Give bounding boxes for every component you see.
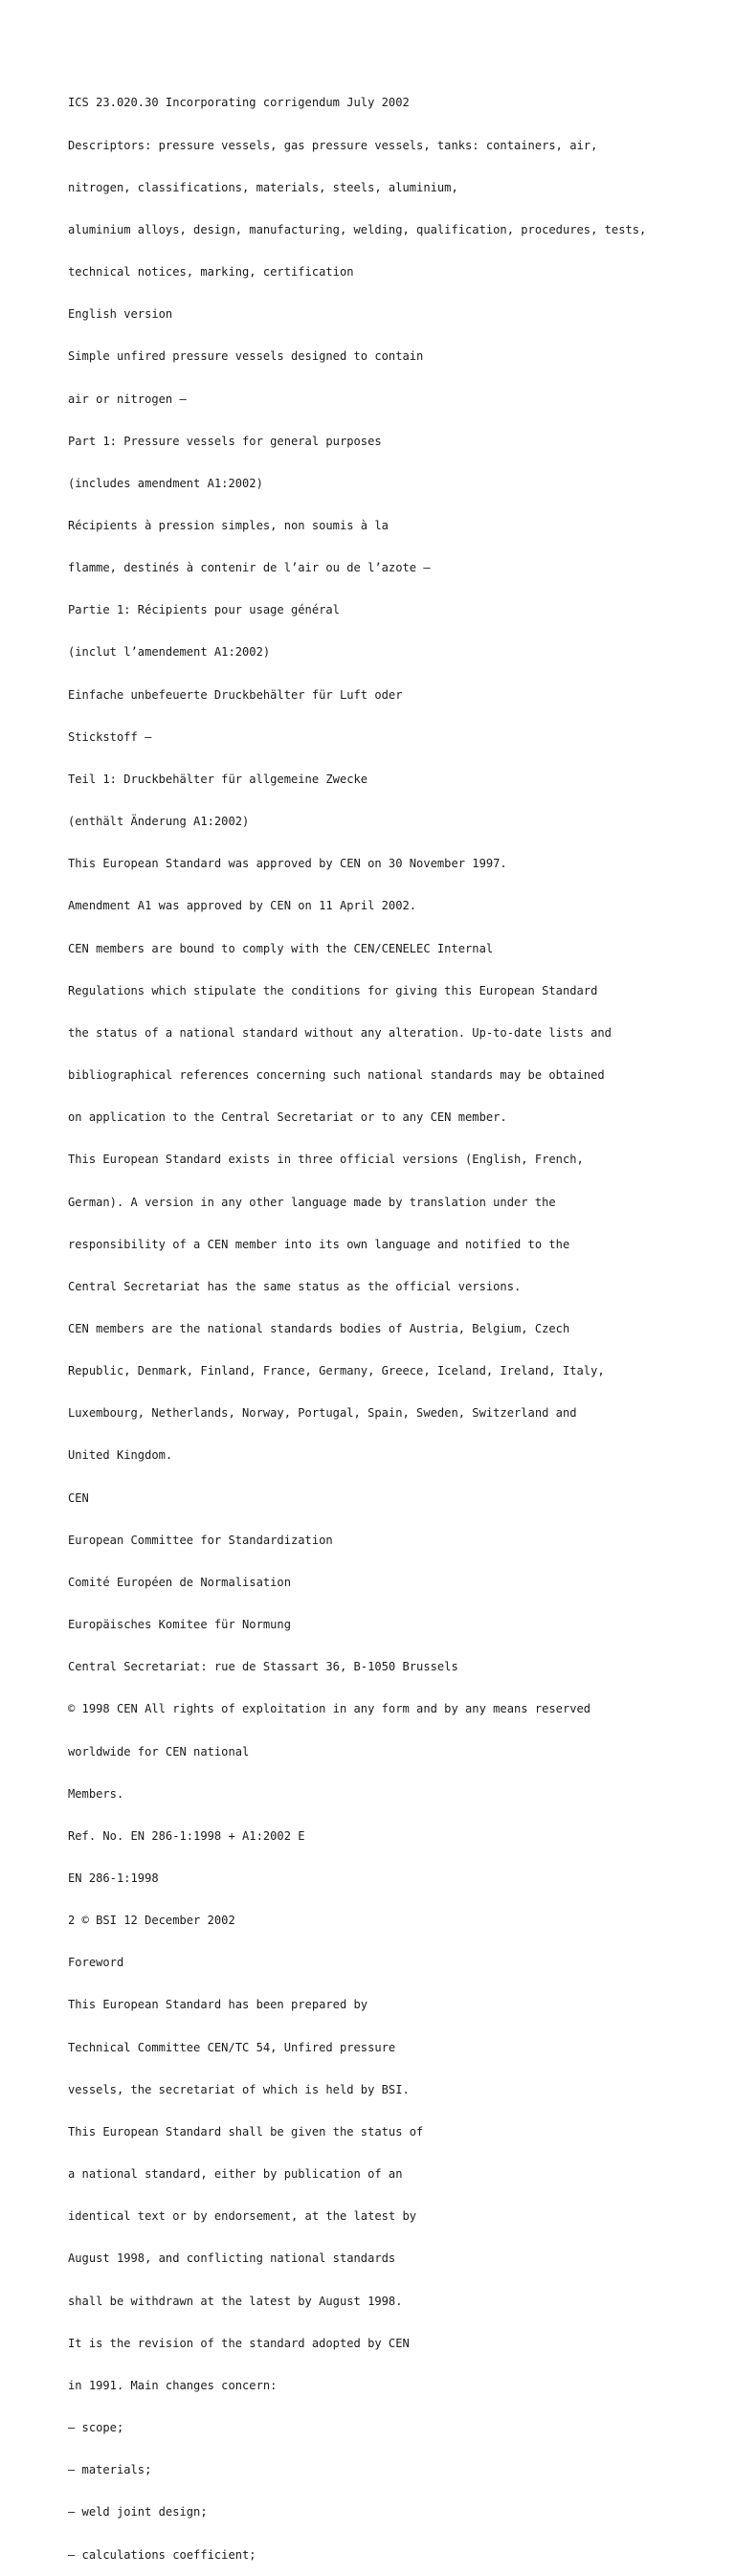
text-line: CEN members are bound to comply with the CEN/CENELEC Internal [68, 941, 494, 955]
text-line: Europäisches Komitee für Normung [68, 1618, 291, 1632]
text-line: Comité Européen de Normalisation [68, 1575, 291, 1589]
text-line: Ref. No. EN 286-1:1998 + A1:2002 E [68, 1828, 305, 1843]
text-line: Central Secretariat: rue de Stassart 36, B-1050 Brussels [68, 1660, 458, 1674]
text-line: air or nitrogen — [68, 392, 187, 406]
text-line: responsibility of a CEN member into its own language and notified to the [68, 1237, 570, 1251]
text-line: in 1991. Main changes concern: [68, 2378, 278, 2392]
text-line: Stickstoff — [68, 729, 152, 744]
text-line: This European Standard has been prepared by [68, 1998, 368, 2012]
text-line: Amendment A1 was approved by CEN on 11 April 2002. [68, 899, 417, 913]
document-page [68, 68, 700, 2576]
text-line: German). A version in any other language made by translation under the [68, 1195, 556, 1209]
text-line: (inclut l’amendement A1:2002) [68, 645, 271, 660]
text-line: — scope; [68, 2421, 124, 2435]
text-line: Teil 1: Druckbehälter für allgemeine Zwecke [68, 772, 368, 786]
text-line: — materials; [68, 2463, 152, 2477]
text-line: This European Standard shall be given the status of [68, 2124, 424, 2139]
text-line: Regulations which stipulate the conditions for giving this European Standard [68, 983, 598, 997]
text-line: — weld joint design; [68, 2505, 208, 2520]
text-line: Einfache unbefeuerte Druckbehälter für Luft oder [68, 687, 403, 702]
text-line: CEN [68, 1490, 89, 1505]
text-line: (enthält Änderung A1:2002) [68, 815, 250, 829]
text-line: Descriptors: pressure vessels, gas pressure vessels, tanks: containers, air, [68, 138, 598, 152]
text-line: 2 © BSI 12 December 2002 [68, 1914, 235, 1928]
text-line: a national standard, either by publication of an [68, 2167, 403, 2182]
text-line: © 1998 CEN All rights of exploitation in any form and by any means reserved [68, 1702, 591, 1716]
text-line: aluminium alloys, design, manufacturing, welding, qualification, procedures, tests, [68, 222, 647, 236]
text-line: shall be withdrawn at the latest by August 1998. [68, 2294, 403, 2308]
text-line: Simple unfired pressure vessels designed to contain [68, 349, 424, 364]
text-line: Part 1: Pressure vessels for general purposes [68, 434, 382, 448]
text-line: (includes amendment A1:2002) [68, 476, 263, 490]
text-line: on application to the Central Secretariat or to any CEN member. [68, 1110, 507, 1125]
text-line: CEN members are the national standards bodies of Austria, Belgium, Czech [68, 1321, 570, 1335]
text-line: Members. [68, 1786, 124, 1801]
text-line: Foreword [68, 1956, 124, 1970]
text-line: bibliographical references concerning such national standards may be obtained [68, 1068, 605, 1083]
text-line: It is the revision of the standard adopted by CEN [68, 2336, 410, 2350]
text-line: August 1998, and conflicting national standards [68, 2251, 396, 2266]
text-line: Central Secretariat has the same status as the official versions. [68, 1279, 522, 1293]
text-line: This European Standard exists in three official versions (English, French, [68, 1153, 584, 1167]
text-line: — calculations coefficient; [68, 2547, 256, 2562]
text-line: vessels, the secretariat of which is held by BSI. [68, 2082, 410, 2096]
text-line: Republic, Denmark, Finland, France, Germany, Greece, Iceland, Ireland, Italy, [68, 1364, 605, 1378]
text-line: Partie 1: Récipients pour usage général [68, 603, 340, 617]
text-line: English version [68, 307, 173, 322]
text-line: flamme, destinés à contenir de l’air ou de l’azote — [68, 561, 431, 575]
text-line: Récipients à pression simples, non soumis à la [68, 519, 389, 532]
text-line: United Kingdom. [68, 1448, 173, 1463]
text-line: identical text or by endorsement, at the latest by [68, 2209, 417, 2224]
text-line: worldwide for CEN national [68, 1744, 250, 1758]
text-line: Luxembourg, Netherlands, Norway, Portugal, Spain, Sweden, Switzerland and [68, 1406, 577, 1421]
text-line: ICS 23.020.30 Incorporating corrigendum July 2002 [68, 96, 410, 110]
text-line: This European Standard was approved by CEN on 30 November 1997. [68, 857, 507, 871]
text-line: EN 286-1:1998 [68, 1871, 159, 1885]
text-line: the status of a national standard without any alteration. Up-to-date lists and [68, 1025, 612, 1040]
text-line: nitrogen, classifications, materials, steels, aluminium, [68, 180, 458, 194]
text-line: European Committee for Standardization [68, 1533, 333, 1547]
text-line: Technical Committee CEN/TC 54, Unfired pressure [68, 2040, 396, 2054]
text-line: technical notices, marking, certification [68, 265, 354, 280]
